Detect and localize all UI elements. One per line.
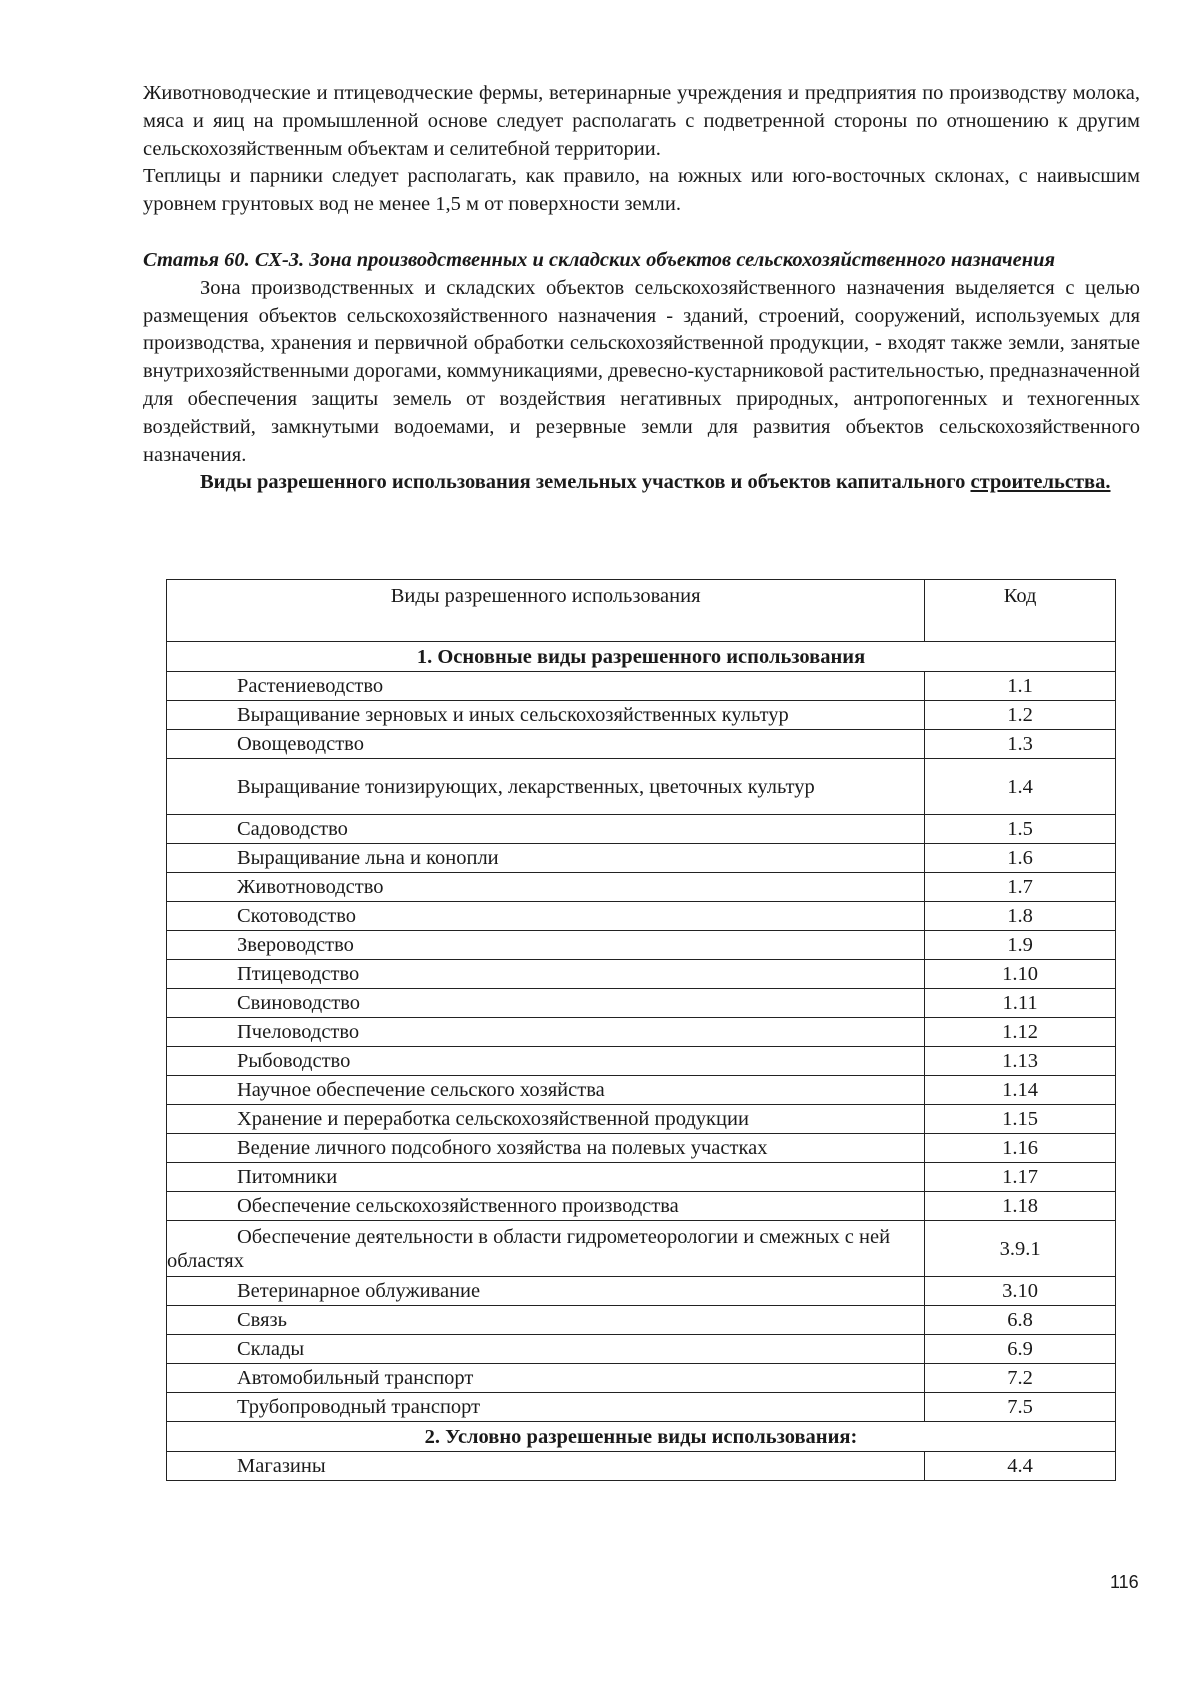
table-row <box>167 873 1116 902</box>
use-code: 1.14 <box>925 1076 1116 1105</box>
table-row <box>167 672 1116 701</box>
table-row <box>167 931 1116 960</box>
table-row <box>167 1452 1116 1481</box>
use-name: Обеспечение сельскохозяйственного производства <box>237 1195 679 1217</box>
use-code: 6.9 <box>925 1335 1116 1364</box>
table-heading-part1: Виды разрешенного использования земельных участков и объектов капитального <box>200 471 966 494</box>
table-row <box>167 1018 1116 1047</box>
use-name-cell <box>167 1076 925 1105</box>
use-code: 3.10 <box>925 1277 1116 1306</box>
use-code: 1.17 <box>925 1163 1116 1192</box>
article-body: Зона производственных и складских объектов сельскохозяйственного назначения выделяется с целью размещения объектов сельскохозяйственного назначения - зданий, строений, сооружений, используемых для производства, хранения и первичной обработки сельскохозяйственной продукции, - входят также земли, занятые внутрихозяйственными дорогами, коммуникациями, древесно-кустарниковой растительностью, предназначенной для обеспечения защиты земель от воздействия негативных природных, антропогенных и техногенных воздействий, замкнутыми водоемами, и резервные земли для развития объектов сельскохозяйственного назначения. <box>143 276 1141 466</box>
use-name: Звероводство <box>237 934 354 956</box>
intro-paragraph-2: Теплицы и парники следует располагать, как правило, на южных или юго-восточных склонах, с наивысшим уровнем грунтовых вод не менее 1,5 м от поверхности земли. <box>143 165 1140 216</box>
table-row <box>167 1221 1116 1277</box>
use-name: Научное обеспечение сельского хозяйства <box>237 1079 605 1101</box>
use-name-cell <box>167 1105 925 1134</box>
use-code: 1.9 <box>925 931 1116 960</box>
table-row <box>167 1277 1116 1306</box>
use-name-cell <box>167 1192 925 1221</box>
use-name: Питомники <box>237 1166 338 1188</box>
use-code: 1.16 <box>925 1134 1116 1163</box>
use-name-cell <box>167 931 925 960</box>
use-code: 1.6 <box>925 844 1116 873</box>
use-code: 1.12 <box>925 1018 1116 1047</box>
table-row <box>167 844 1116 873</box>
use-code: 6.8 <box>925 1306 1116 1335</box>
use-name-cell <box>167 701 925 730</box>
use-name: Выращивание зерновых и иных сельскохозяйственных культур <box>237 704 789 726</box>
use-code: 1.7 <box>925 873 1116 902</box>
use-name-cell <box>167 960 925 989</box>
use-name: Животноводство <box>237 876 384 898</box>
intro-paragraph-1: Животноводческие и птицеводческие фермы, ветеринарные учреждения и предприятия по производству молока, мяса и яиц на промышленной основе следует располагать с подветренной стороны по отношению к другим сельскохозяйственным объектам и селитебной территории. <box>143 82 1140 160</box>
use-name-cell <box>167 1335 925 1364</box>
table-row <box>167 1393 1116 1422</box>
table-header-row <box>167 580 1116 642</box>
use-name: Овощеводство <box>237 733 364 755</box>
use-name: Склады <box>237 1338 305 1360</box>
use-name: Растениеводство <box>237 675 384 697</box>
use-name: Связь <box>237 1309 287 1331</box>
use-name-cell <box>167 815 925 844</box>
use-name: Автомобильный транспорт <box>237 1367 474 1389</box>
use-code: 4.4 <box>925 1452 1116 1481</box>
table-body <box>167 580 1116 1481</box>
page-number: 116 <box>1110 1572 1139 1592</box>
use-name: Пчеловодство <box>237 1021 360 1043</box>
use-code: 1.1 <box>925 672 1116 701</box>
table-row <box>167 1335 1116 1364</box>
use-name-cell <box>167 902 925 931</box>
use-name-cell <box>167 730 925 759</box>
table-row <box>167 759 1116 815</box>
use-code: 1.10 <box>925 960 1116 989</box>
use-code: 1.4 <box>925 759 1116 815</box>
article-section <box>143 247 1140 497</box>
use-code: 1.18 <box>925 1192 1116 1221</box>
column-header-name: Виды разрешенного использования <box>167 580 925 642</box>
use-name-cell <box>167 1364 925 1393</box>
use-code: 1.8 <box>925 902 1116 931</box>
use-code: 7.2 <box>925 1364 1116 1393</box>
use-name-cell <box>167 873 925 902</box>
use-name: Выращивание льна и конопли <box>237 847 499 869</box>
use-code: 1.3 <box>925 730 1116 759</box>
use-name: Хранение и переработка сельскохозяйственной продукции <box>237 1108 749 1130</box>
table-row <box>167 960 1116 989</box>
use-name-cell <box>167 1018 925 1047</box>
use-name: Рыбоводство <box>237 1050 351 1072</box>
section-row-main <box>167 642 1116 672</box>
use-name-cell <box>167 989 925 1018</box>
use-name-cell <box>167 1393 925 1422</box>
use-name-cell <box>167 844 925 873</box>
use-name-cell <box>167 1134 925 1163</box>
use-name-cell <box>167 1221 925 1277</box>
use-name-cell <box>167 672 925 701</box>
use-name: Обеспечение деятельности в области гидрометеорологии и смежных с ней областях <box>167 1225 891 1272</box>
table-row <box>167 1134 1116 1163</box>
section-title-main: 1. Основные виды разрешенного использования <box>167 642 1116 672</box>
table-heading-part2: строительства. <box>970 471 1111 494</box>
use-name: Ветеринарное облуживание <box>237 1280 481 1302</box>
table-row <box>167 1192 1116 1221</box>
table-heading <box>143 469 1140 497</box>
use-name: Трубопроводный транспорт <box>237 1396 481 1418</box>
section-title-conditional: 2. Условно разрешенные виды использования: <box>167 1422 1116 1452</box>
table-row <box>167 902 1116 931</box>
use-code: 1.2 <box>925 701 1116 730</box>
table-row <box>167 701 1116 730</box>
use-code: 1.13 <box>925 1047 1116 1076</box>
use-code: 3.9.1 <box>925 1221 1116 1277</box>
use-name: Свиноводство <box>237 992 361 1014</box>
article-title: Статья 60. СХ-3. Зона производственных и складских объектов сельскохозяйственного назначения <box>143 249 1056 271</box>
table-row <box>167 1163 1116 1192</box>
use-name-cell <box>167 1452 925 1481</box>
use-code: 1.11 <box>925 989 1116 1018</box>
permitted-uses-table <box>166 579 1116 1481</box>
table-row <box>167 989 1116 1018</box>
use-name: Садоводство <box>237 818 348 840</box>
use-name-cell <box>167 759 925 815</box>
use-code: 1.5 <box>925 815 1116 844</box>
table-row <box>167 1306 1116 1335</box>
table-row <box>167 1105 1116 1134</box>
table-row <box>167 730 1116 759</box>
use-name: Выращивание тонизирующих, лекарственных, цветочных культур <box>237 775 815 798</box>
use-name-cell <box>167 1047 925 1076</box>
use-code: 7.5 <box>925 1393 1116 1422</box>
use-name-cell <box>167 1306 925 1335</box>
use-name: Магазины <box>237 1455 326 1477</box>
table-row <box>167 1047 1116 1076</box>
section-row-conditional <box>167 1422 1116 1452</box>
use-name: Птицеводство <box>237 963 360 985</box>
use-code: 1.15 <box>925 1105 1116 1134</box>
use-name: Скотоводство <box>237 905 356 927</box>
use-name: Ведение личного подсобного хозяйства на полевых участках <box>237 1137 768 1159</box>
table-row <box>167 1076 1116 1105</box>
use-name-cell <box>167 1163 925 1192</box>
intro-section <box>143 80 1140 219</box>
table-row <box>167 815 1116 844</box>
use-name-cell <box>167 1277 925 1306</box>
column-header-code: Код <box>925 580 1116 642</box>
table-row <box>167 1364 1116 1393</box>
